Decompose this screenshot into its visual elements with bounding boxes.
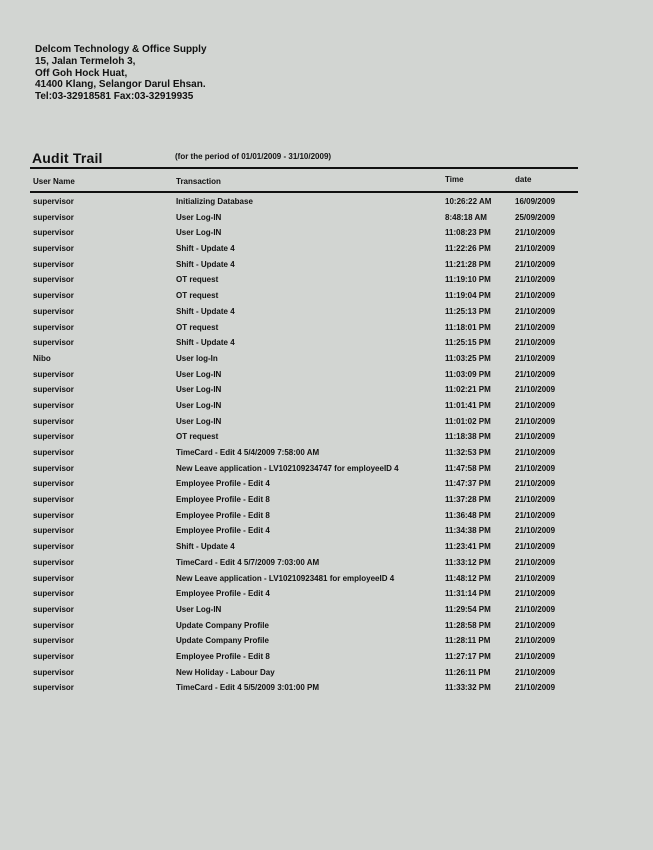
table-row bbox=[0, 650, 653, 666]
cell-transaction: User Log-IN bbox=[176, 212, 222, 222]
table-row bbox=[0, 619, 653, 635]
cell-time: 11:18:38 PM bbox=[445, 432, 491, 442]
table-row bbox=[0, 603, 653, 619]
cell-transaction: TimeCard - Edit 4 5/4/2009 7:58:00 AM bbox=[176, 448, 320, 457]
cell-user: supervisor bbox=[33, 416, 74, 426]
cell-time: 11:08:23 PM bbox=[445, 228, 491, 238]
cell-transaction: User Log-IN bbox=[176, 385, 222, 395]
cell-date: 21/10/2009 bbox=[515, 416, 556, 426]
cell-transaction: Shift - Update 4 bbox=[176, 542, 235, 552]
cell-user: supervisor bbox=[33, 620, 74, 630]
table-row bbox=[0, 634, 653, 650]
cell-time: 11:27:17 PM bbox=[445, 651, 491, 661]
table-row bbox=[0, 273, 653, 289]
cell-transaction: Employee Profile - Edit 8 bbox=[176, 510, 270, 520]
cell-time: 11:47:58 PM bbox=[445, 463, 491, 473]
table-row bbox=[0, 462, 653, 478]
cell-time: 11:31:14 PM bbox=[445, 589, 491, 599]
cell-date: 21/10/2009 bbox=[515, 338, 556, 348]
cell-user: supervisor bbox=[33, 510, 74, 520]
cell-transaction: User Log-IN bbox=[176, 228, 222, 238]
cell-date: 21/10/2009 bbox=[515, 322, 556, 332]
cell-date: 21/10/2009 bbox=[515, 432, 556, 442]
cell-time: 11:01:41 PM bbox=[445, 400, 491, 410]
cell-user: supervisor bbox=[33, 400, 74, 410]
cell-transaction: Employee Profile - Edit 8 bbox=[176, 495, 270, 505]
cell-date: 21/10/2009 bbox=[515, 353, 556, 363]
cell-time: 11:47:37 PM bbox=[445, 479, 491, 489]
cell-date: 21/10/2009 bbox=[515, 526, 556, 536]
cell-time: 11:34:38 PM bbox=[445, 526, 491, 536]
table-row bbox=[0, 321, 653, 337]
company-name: Delcom Technology & Office Supply bbox=[35, 44, 207, 55]
table-row bbox=[0, 383, 653, 399]
table-row bbox=[0, 572, 653, 588]
cell-transaction: New Leave application - LV102109234747 for employeeID 4 bbox=[176, 463, 399, 473]
cell-time: 11:48:12 PM bbox=[445, 573, 491, 583]
cell-date: 21/10/2009 bbox=[515, 385, 556, 395]
cell-date: 21/10/2009 bbox=[515, 636, 556, 646]
cell-transaction: Employee Profile - Edit 4 bbox=[176, 479, 270, 489]
cell-time: 11:25:13 PM bbox=[445, 306, 491, 316]
cell-transaction: User Log-IN bbox=[176, 369, 222, 379]
cell-user: supervisor bbox=[33, 385, 74, 395]
cell-user: supervisor bbox=[33, 589, 74, 599]
cell-date: 21/10/2009 bbox=[515, 369, 556, 379]
cell-time: 11:36:48 PM bbox=[445, 510, 491, 520]
cell-user: supervisor bbox=[33, 463, 74, 473]
cell-transaction: Update Company Profile bbox=[176, 636, 269, 646]
cell-date: 21/10/2009 bbox=[515, 479, 556, 489]
cell-user: supervisor bbox=[33, 259, 74, 269]
table-row bbox=[0, 540, 653, 556]
table-row bbox=[0, 556, 653, 572]
cell-user: supervisor bbox=[33, 542, 74, 552]
company-contact: Tel:03-32918581 Fax:03-32919935 bbox=[35, 91, 194, 103]
cell-date: 21/10/2009 bbox=[515, 542, 556, 552]
table-row bbox=[0, 477, 653, 493]
column-header-time: Time bbox=[445, 175, 464, 184]
table-row bbox=[0, 681, 653, 697]
cell-user: supervisor bbox=[33, 369, 74, 379]
table-row bbox=[0, 666, 653, 682]
cell-user: supervisor bbox=[33, 322, 74, 332]
table-row bbox=[0, 524, 653, 540]
cell-date: 21/10/2009 bbox=[515, 400, 556, 410]
audit-table-body bbox=[0, 195, 653, 697]
column-header-user: User Name bbox=[33, 177, 75, 186]
cell-time: 11:03:25 PM bbox=[445, 353, 491, 363]
cell-date: 21/10/2009 bbox=[515, 667, 556, 677]
cell-time: 8:48:18 AM bbox=[445, 212, 487, 222]
cell-date: 21/10/2009 bbox=[515, 683, 556, 693]
cell-date: 21/10/2009 bbox=[515, 244, 556, 254]
cell-transaction: Shift - Update 4 bbox=[176, 244, 235, 254]
cell-time: 11:23:41 PM bbox=[445, 542, 491, 552]
cell-transaction: Employee Profile - Edit 4 bbox=[176, 589, 270, 599]
cell-user: supervisor bbox=[33, 338, 74, 348]
cell-time: 11:32:53 PM bbox=[445, 448, 491, 457]
cell-user: supervisor bbox=[33, 651, 74, 661]
table-row bbox=[0, 446, 653, 462]
cell-user: supervisor bbox=[33, 573, 74, 583]
cell-date: 21/10/2009 bbox=[515, 259, 556, 269]
cell-transaction: OT request bbox=[176, 275, 219, 285]
company-address-line2: Off Goh Hock Huat, bbox=[35, 67, 128, 79]
cell-transaction: User Log-IN bbox=[176, 400, 222, 410]
cell-date: 21/10/2009 bbox=[515, 589, 556, 599]
cell-transaction: TimeCard - Edit 4 5/5/2009 3:01:00 PM bbox=[176, 683, 320, 693]
cell-time: 11:03:09 PM bbox=[445, 369, 491, 379]
cell-transaction: Shift - Update 4 bbox=[176, 338, 235, 348]
cell-date: 16/09/2009 bbox=[515, 197, 556, 206]
cell-time: 11:28:11 PM bbox=[445, 636, 491, 646]
cell-transaction: User log-In bbox=[176, 353, 218, 363]
table-row bbox=[0, 430, 653, 446]
table-row bbox=[0, 195, 653, 211]
cell-time: 11:02:21 PM bbox=[445, 385, 491, 395]
cell-user: supervisor bbox=[33, 244, 74, 254]
cell-transaction: OT request bbox=[176, 291, 219, 301]
cell-transaction: User Log-IN bbox=[176, 604, 222, 614]
cell-user: supervisor bbox=[33, 448, 74, 457]
cell-time: 11:21:28 PM bbox=[445, 259, 491, 269]
report-period: (for the period of 01/01/2009 - 31/10/2009) bbox=[175, 152, 332, 161]
table-row bbox=[0, 336, 653, 352]
cell-user: supervisor bbox=[33, 495, 74, 505]
table-row bbox=[0, 211, 653, 227]
table-row bbox=[0, 509, 653, 525]
cell-transaction: User Log-IN bbox=[176, 416, 222, 426]
cell-transaction: Shift - Update 4 bbox=[176, 259, 235, 269]
cell-transaction: TimeCard - Edit 4 5/7/2009 7:03:00 AM bbox=[176, 557, 320, 567]
cell-transaction: New Holiday - Labour Day bbox=[176, 667, 275, 677]
cell-date: 21/10/2009 bbox=[515, 510, 556, 520]
cell-transaction: Initializing Database bbox=[176, 197, 253, 206]
cell-transaction: Update Company Profile bbox=[176, 620, 269, 630]
cell-time: 11:33:12 PM bbox=[445, 557, 491, 567]
cell-time: 11:18:01 PM bbox=[445, 322, 491, 332]
cell-time: 11:19:04 PM bbox=[445, 291, 491, 301]
cell-time: 11:26:11 PM bbox=[445, 667, 491, 677]
cell-time: 11:22:26 PM bbox=[445, 244, 491, 254]
cell-user: supervisor bbox=[33, 197, 74, 206]
cell-user: Nibo bbox=[33, 353, 51, 363]
cell-date: 21/10/2009 bbox=[515, 573, 556, 583]
cell-time: 11:37:28 PM bbox=[445, 495, 491, 505]
cell-user: supervisor bbox=[33, 306, 74, 316]
cell-date: 25/09/2009 bbox=[515, 212, 556, 222]
cell-user: supervisor bbox=[33, 636, 74, 646]
cell-date: 21/10/2009 bbox=[515, 604, 556, 614]
cell-time: 11:19:10 PM bbox=[445, 275, 491, 285]
column-header-transaction: Transaction bbox=[176, 177, 221, 186]
table-row bbox=[0, 415, 653, 431]
table-row bbox=[0, 493, 653, 509]
cell-date: 21/10/2009 bbox=[515, 291, 556, 301]
cell-user: supervisor bbox=[33, 275, 74, 285]
cell-date: 21/10/2009 bbox=[515, 557, 556, 567]
cell-time: 10:26:22 AM bbox=[445, 197, 492, 206]
table-row bbox=[0, 226, 653, 242]
cell-date: 21/10/2009 bbox=[515, 228, 556, 238]
table-row bbox=[0, 352, 653, 368]
company-header bbox=[35, 44, 207, 103]
cell-date: 21/10/2009 bbox=[515, 306, 556, 316]
cell-date: 21/10/2009 bbox=[515, 495, 556, 505]
cell-user: supervisor bbox=[33, 228, 74, 238]
table-row bbox=[0, 587, 653, 603]
cell-time: 11:01:02 PM bbox=[445, 416, 491, 426]
table-row bbox=[0, 368, 653, 384]
cell-user: supervisor bbox=[33, 479, 74, 489]
header-bottom-rule bbox=[30, 191, 578, 193]
cell-date: 21/10/2009 bbox=[515, 275, 556, 285]
cell-transaction: OT request bbox=[176, 432, 219, 442]
cell-user: supervisor bbox=[33, 526, 74, 536]
cell-date: 21/10/2009 bbox=[515, 463, 556, 473]
cell-user: supervisor bbox=[33, 212, 74, 222]
table-row bbox=[0, 305, 653, 321]
cell-time: 11:25:15 PM bbox=[445, 338, 491, 348]
cell-user: supervisor bbox=[33, 604, 74, 614]
table-row bbox=[0, 289, 653, 305]
cell-user: supervisor bbox=[33, 667, 74, 677]
cell-transaction: Employee Profile - Edit 4 bbox=[176, 526, 270, 536]
cell-transaction: OT request bbox=[176, 322, 219, 332]
column-header-date: date bbox=[515, 175, 532, 184]
cell-date: 21/10/2009 bbox=[515, 448, 556, 457]
header-top-rule bbox=[30, 167, 578, 169]
company-address-line1: 15, Jalan Termeloh 3, bbox=[35, 55, 136, 67]
cell-date: 21/10/2009 bbox=[515, 651, 556, 661]
cell-user: supervisor bbox=[33, 432, 74, 442]
table-row bbox=[0, 258, 653, 274]
cell-transaction: Shift - Update 4 bbox=[176, 306, 235, 316]
company-address-line3: 41400 Klang, Selangor Darul Ehsan. bbox=[35, 79, 206, 91]
cell-date: 21/10/2009 bbox=[515, 620, 556, 630]
table-row bbox=[0, 242, 653, 258]
cell-user: supervisor bbox=[33, 291, 74, 301]
table-row bbox=[0, 399, 653, 415]
cell-user: supervisor bbox=[33, 683, 74, 693]
report-title: Audit Trail bbox=[32, 150, 103, 166]
cell-transaction: Employee Profile - Edit 8 bbox=[176, 651, 270, 661]
cell-transaction: New Leave application - LV10210923481 for employeeID 4 bbox=[176, 573, 395, 583]
cell-time: 11:29:54 PM bbox=[445, 604, 491, 614]
cell-time: 11:28:58 PM bbox=[445, 620, 491, 630]
cell-user: supervisor bbox=[33, 557, 74, 567]
cell-time: 11:33:32 PM bbox=[445, 683, 491, 693]
